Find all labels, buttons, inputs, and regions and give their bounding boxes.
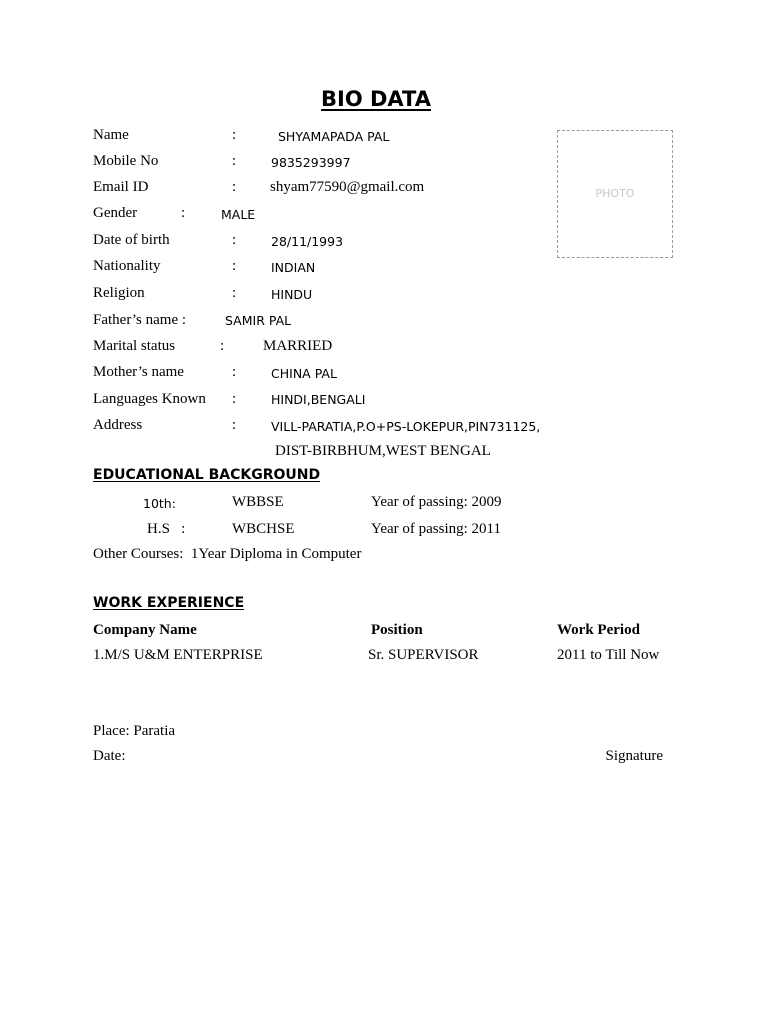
value-gender: MALE xyxy=(221,207,256,222)
label-nationality: Nationality xyxy=(93,258,161,274)
column-period: Work Period xyxy=(557,622,640,638)
education-board: WBBSE xyxy=(232,494,284,510)
signature: Signature xyxy=(605,748,663,764)
photo-placeholder-label: PHOTO xyxy=(595,187,635,200)
label-gender: Gender xyxy=(93,205,138,221)
label-dob: Date of birth xyxy=(93,232,170,248)
label-address: Address xyxy=(93,417,143,433)
separator: : xyxy=(232,127,237,143)
separator: : xyxy=(232,232,237,248)
value-religion: HINDU xyxy=(271,287,313,302)
value-marital: MARRIED xyxy=(263,338,333,354)
label-marital: Marital status xyxy=(93,338,176,354)
education-year: Year of passing: 2009 xyxy=(371,494,502,510)
value-nationality: INDIAN xyxy=(271,260,316,275)
separator: : xyxy=(220,338,225,354)
value-languages: HINDI,BENGALI xyxy=(271,392,366,407)
separator: : xyxy=(232,417,237,433)
separator: : xyxy=(232,179,237,195)
label-mobile: Mobile No xyxy=(93,153,159,169)
value-father: SAMIR PAL xyxy=(225,313,292,328)
work-period: 2011 to Till Now xyxy=(557,647,660,663)
label-email: Email ID xyxy=(93,179,149,195)
date: Date: xyxy=(93,748,126,764)
photo-placeholder xyxy=(557,130,673,258)
column-position: Position xyxy=(371,622,423,638)
page-title: BIO DATA xyxy=(321,87,431,111)
separator: : xyxy=(232,391,237,407)
value-address-line2: DIST-BIRBHUM,WEST BENGAL xyxy=(275,443,491,459)
label-religion: Religion xyxy=(93,285,145,301)
other-courses: Other Courses: 1Year Diploma in Computer xyxy=(93,546,362,562)
label-languages: Languages Known xyxy=(93,391,206,407)
work-heading: WORK EXPERIENCE xyxy=(93,595,245,611)
education-level: H.S : xyxy=(147,521,186,537)
value-dob: 28/11/1993 xyxy=(271,234,344,249)
work-position: Sr. SUPERVISOR xyxy=(368,647,479,663)
value-address-line1: VILL-PARATIA,P.O+PS-LOKEPUR,PIN731125, xyxy=(271,419,541,434)
education-board: WBCHSE xyxy=(232,521,295,537)
label-name: Name xyxy=(93,127,129,143)
value-name: SHYAMAPADA PAL xyxy=(278,129,390,144)
education-level: 10th: xyxy=(143,496,176,511)
value-mobile: 9835293997 xyxy=(271,155,351,170)
separator: : xyxy=(232,285,237,301)
separator: : xyxy=(181,205,186,221)
label-father: Father’s name : xyxy=(93,312,187,328)
value-mother: CHINA PAL xyxy=(271,366,337,381)
separator: : xyxy=(232,364,237,380)
label-mother: Mother’s name xyxy=(93,364,184,380)
separator: : xyxy=(232,258,237,274)
separator: : xyxy=(232,153,237,169)
education-year: Year of passing: 2011 xyxy=(371,521,501,537)
column-company: Company Name xyxy=(93,622,197,638)
value-email: shyam77590@gmail.com xyxy=(270,179,425,195)
work-company: 1.M/S U&M ENTERPRISE xyxy=(93,647,263,663)
education-heading: EDUCATIONAL BACKGROUND xyxy=(93,467,321,483)
place: Place: Paratia xyxy=(93,723,176,739)
